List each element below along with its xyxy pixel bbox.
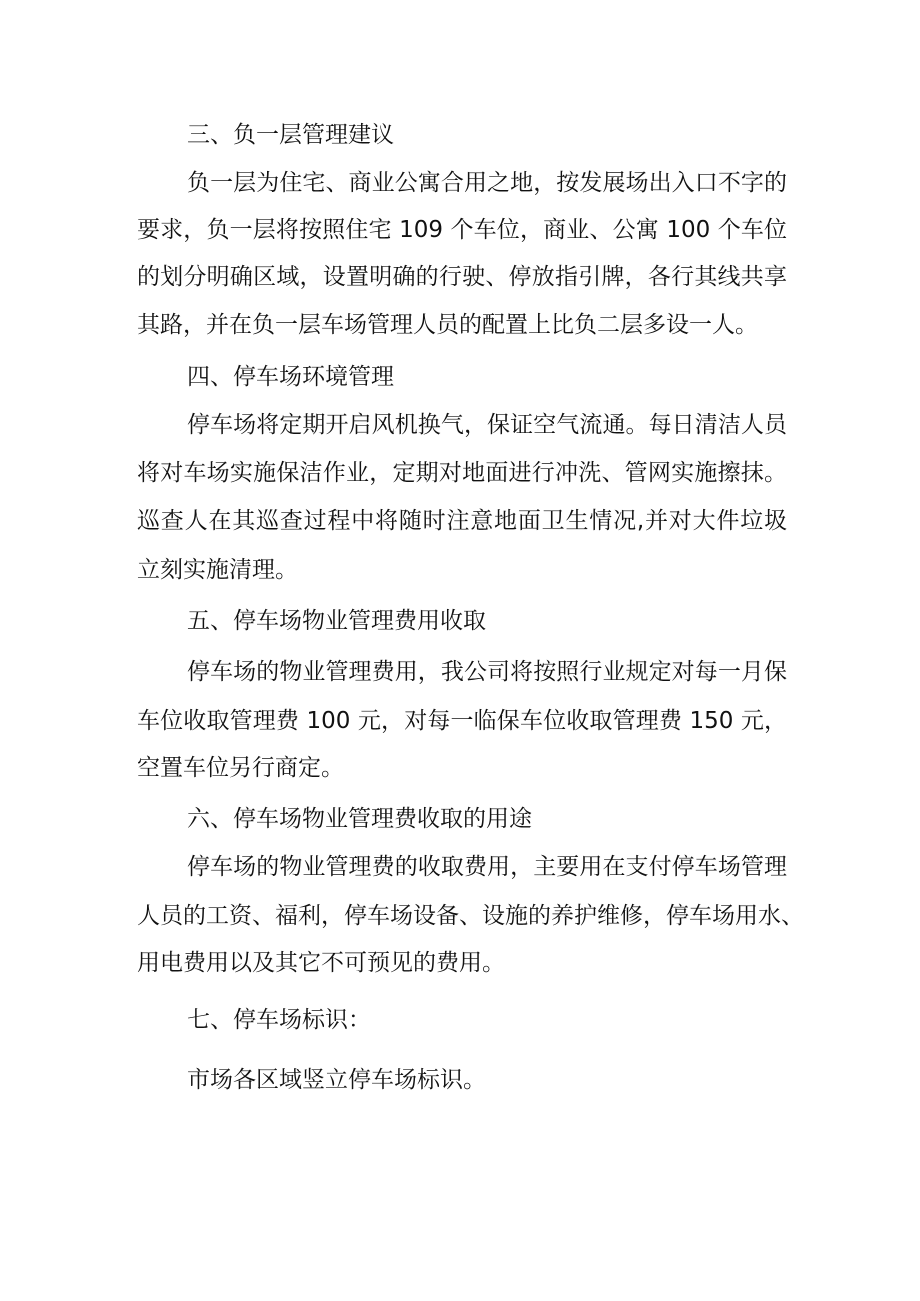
section-heading: 六、停车场物业管理费收取的用途 — [187, 806, 532, 832]
paragraph-line: 车位收取管理费 100 元，对每一临保车位收取管理费 150 元， — [137, 708, 787, 734]
section-heading: 三、负一层管理建议 — [187, 122, 394, 148]
paragraph-line: 市场各区域竖立停车场标识。 — [187, 1067, 486, 1093]
paragraph-line: 空置车位另行商定。 — [137, 755, 344, 781]
paragraph-line: 其路，并在负一层车场管理人员的配置上比负二层多设一人。 — [137, 312, 758, 338]
paragraph-line: 的划分明确区域，设置明确的行驶、停放指引牌，各行其线共享 — [137, 264, 787, 290]
paragraph-line: 要求，负一层将按照住宅 109 个车位，商业、公寓 100 个车位 — [137, 217, 787, 243]
paragraph-line: 负一层为住宅、商业公寓合用之地，按发展场出入口不字的 — [187, 170, 787, 196]
paragraph-line: 人员的工资、福利，停车场设备、设施的养护维修，停车场用水、 — [137, 903, 804, 929]
paragraph-line: 巡查人在其巡查过程中将随时注意地面卫生情况,并对大件垃圾 — [137, 508, 787, 534]
paragraph-line: 停车场的物业管理费用，我公司将按照行业规定对每一月保 — [187, 659, 787, 685]
paragraph-line: 立刻实施清理。 — [137, 557, 298, 583]
paragraph-line: 用电费用以及其它不可预见的费用。 — [137, 950, 505, 976]
paragraph-line: 将对车场实施保洁作业，定期对地面进行冲洗、管网实施擦抹。 — [137, 460, 787, 486]
section-heading: 七、停车场标识： — [187, 1007, 371, 1033]
section-heading: 五、停车场物业管理费用收取 — [187, 608, 486, 634]
paragraph-line: 停车场的物业管理费的收取费用，主要用在支付停车场管理 — [187, 854, 787, 880]
paragraph-line: 停车场将定期开启风机换气，保证空气流通。每日清洁人员 — [187, 412, 787, 438]
section-heading: 四、停车场环境管理 — [187, 364, 394, 390]
